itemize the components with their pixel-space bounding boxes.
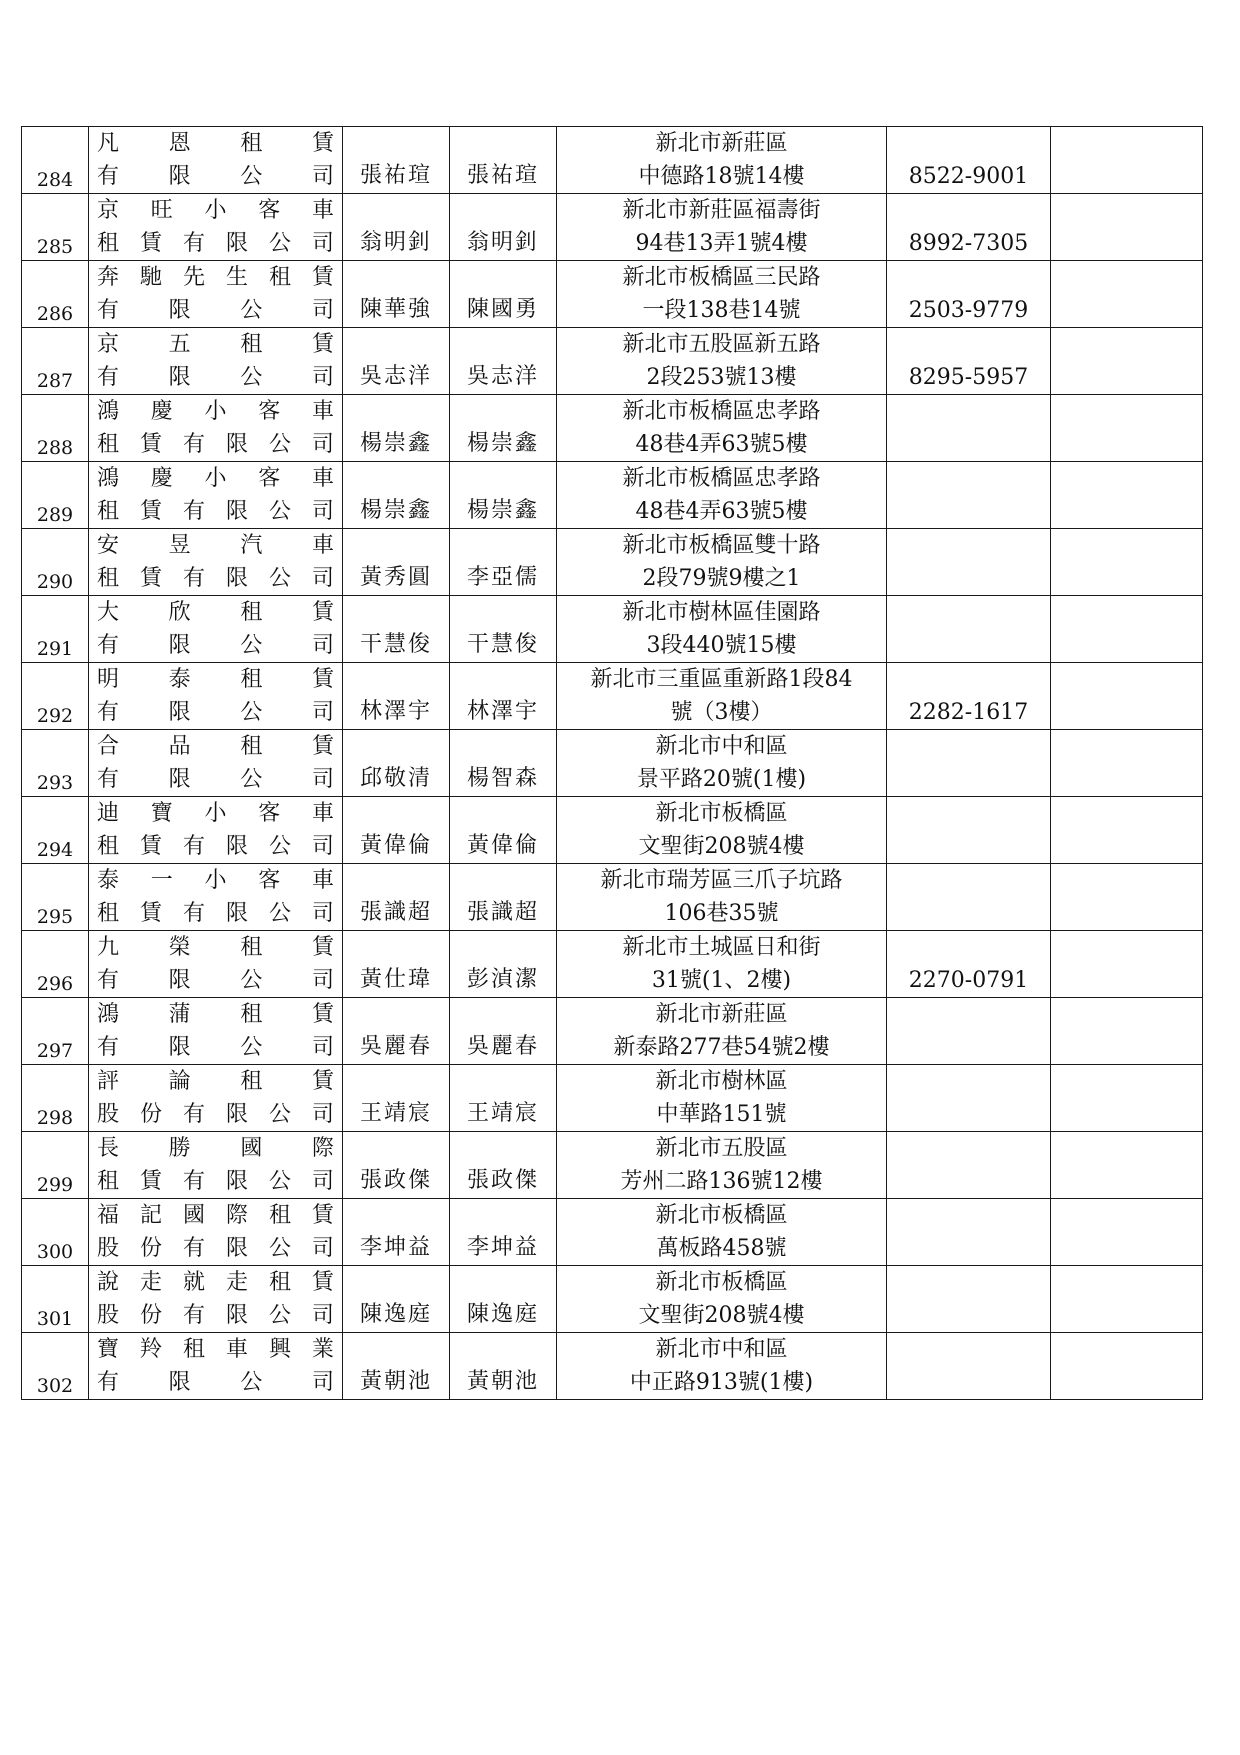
serial-number-cell: 297: [22, 998, 89, 1065]
representative-cell: 黃偉倫: [343, 797, 450, 864]
company-name-line: 京 五 租 賃: [97, 332, 334, 357]
address-line: 文聖街208號4樓: [638, 1303, 805, 1328]
remarks-cell: [1051, 730, 1203, 797]
address-line: 文聖街208號4樓: [638, 834, 805, 859]
company-name-cell: [89, 864, 343, 931]
company-name-cell: [89, 998, 343, 1065]
remarks-cell: [1051, 1266, 1203, 1333]
representative-cell: 張祐瑄: [343, 127, 450, 194]
address-line: 新北市板橋區: [655, 801, 788, 826]
serial-number-cell: 285: [22, 194, 89, 261]
serial-number-cell: 287: [22, 328, 89, 395]
company-name-cell: [89, 127, 343, 194]
manager-cell: 干慧俊: [450, 596, 557, 663]
table-row: [22, 1333, 1203, 1400]
representative-cell: 吳志洋: [343, 328, 450, 395]
company-name-line: 有 限 公 司: [97, 1035, 334, 1060]
phone-cell: 2282-1617: [887, 663, 1051, 730]
address-line: 一段138巷14號: [642, 298, 801, 323]
address-cell: [557, 1065, 887, 1132]
serial-number-cell: 291: [22, 596, 89, 663]
company-name-line: 迪 寶 小 客 車: [97, 801, 334, 826]
remarks-cell: [1051, 328, 1203, 395]
table-row: [22, 127, 1203, 194]
company-name-cell: [89, 328, 343, 395]
phone-cell: [887, 1132, 1051, 1199]
address-line: 新北市板橋區雙十路: [622, 533, 821, 558]
address-cell: [557, 529, 887, 596]
company-name-line: 租 賃 有 限 公 司: [97, 499, 334, 524]
company-name-line: 京 旺 小 客 車: [97, 198, 334, 223]
company-name-line: 鴻 慶 小 客 車: [97, 466, 334, 491]
serial-number-cell: 302: [22, 1333, 89, 1400]
address-cell: [557, 261, 887, 328]
remarks-cell: [1051, 596, 1203, 663]
company-name-line: 租 賃 有 限 公 司: [97, 834, 334, 859]
address-line: 景平路20號(1樓): [636, 767, 807, 792]
company-name-line: 評 論 租 賃: [97, 1069, 334, 1094]
company-name-line: 安 昱 汽 車: [97, 533, 334, 558]
company-name-line: 鴻 蒲 租 賃: [97, 1002, 334, 1027]
address-cell: [557, 596, 887, 663]
company-name-cell: [89, 596, 343, 663]
rental-company-table: [21, 126, 1203, 1400]
company-name-line: 股 份 有 限 公 司: [97, 1236, 334, 1261]
address-cell: [557, 797, 887, 864]
company-name-line: 有 限 公 司: [97, 365, 334, 390]
manager-cell: 王靖宸: [450, 1065, 557, 1132]
address-cell: [557, 1266, 887, 1333]
address-cell: [557, 1132, 887, 1199]
representative-cell: 吳麗春: [343, 998, 450, 1065]
serial-number-cell: 300: [22, 1199, 89, 1266]
address-line: 萬板路458號: [656, 1236, 787, 1261]
manager-cell: 黃朝池: [450, 1333, 557, 1400]
company-name-cell: [89, 1266, 343, 1333]
remarks-cell: [1051, 462, 1203, 529]
address-cell: [557, 462, 887, 529]
remarks-cell: [1051, 529, 1203, 596]
representative-cell: 干慧俊: [343, 596, 450, 663]
table-row: [22, 596, 1203, 663]
manager-cell: 張識超: [450, 864, 557, 931]
manager-cell: 彭湞潔: [450, 931, 557, 998]
address-line: 94巷13弄1號4樓: [635, 231, 808, 256]
address-line: 新北市五股區: [655, 1136, 788, 1161]
manager-cell: 吳麗春: [450, 998, 557, 1065]
address-line: 中華路151號: [656, 1102, 787, 1127]
manager-cell: 林澤宇: [450, 663, 557, 730]
representative-cell: 李坤益: [343, 1199, 450, 1266]
phone-cell: [887, 864, 1051, 931]
manager-cell: 張政傑: [450, 1132, 557, 1199]
company-name-line: 鴻 慶 小 客 車: [97, 399, 334, 424]
serial-number-cell: 292: [22, 663, 89, 730]
manager-cell: 翁明釗: [450, 194, 557, 261]
representative-cell: 邱敬清: [343, 730, 450, 797]
address-line: 3段440號15樓: [646, 633, 797, 658]
remarks-cell: [1051, 1065, 1203, 1132]
address-cell: [557, 127, 887, 194]
representative-cell: 楊崇鑫: [343, 462, 450, 529]
company-name-line: 租 賃 有 限 公 司: [97, 231, 334, 256]
manager-cell: 陳國勇: [450, 261, 557, 328]
representative-cell: 楊崇鑫: [343, 395, 450, 462]
company-name-cell: [89, 730, 343, 797]
address-line: 新北市板橋區: [655, 1203, 788, 1228]
address-line: 新北市中和區: [655, 1337, 788, 1362]
address-line: 新北市新莊區福壽街: [622, 198, 821, 223]
phone-cell: [887, 1199, 1051, 1266]
remarks-cell: [1051, 864, 1203, 931]
company-name-line: 股 份 有 限 公 司: [97, 1102, 334, 1127]
address-line: 新北市樹林區佳園路: [622, 600, 821, 625]
company-name-line: 有 限 公 司: [97, 298, 334, 323]
company-name-line: 寶 羚 租 車 興 業: [97, 1337, 334, 1362]
company-name-line: 有 限 公 司: [97, 1370, 334, 1395]
company-name-cell: [89, 663, 343, 730]
address-cell: [557, 194, 887, 261]
manager-cell: 李亞儒: [450, 529, 557, 596]
address-line: 新北市樹林區: [655, 1069, 788, 1094]
address-line: 106巷35號: [664, 901, 779, 926]
representative-cell: 王靖宸: [343, 1065, 450, 1132]
serial-number-cell: 284: [22, 127, 89, 194]
remarks-cell: [1051, 797, 1203, 864]
company-name-cell: [89, 1132, 343, 1199]
address-cell: [557, 864, 887, 931]
phone-cell: 8295-5957: [887, 328, 1051, 395]
table-row: [22, 864, 1203, 931]
address-cell: [557, 931, 887, 998]
representative-cell: 黃朝池: [343, 1333, 450, 1400]
manager-cell: 陳逸庭: [450, 1266, 557, 1333]
table-row: [22, 931, 1203, 998]
company-name-line: 有 限 公 司: [97, 164, 334, 189]
remarks-cell: [1051, 1333, 1203, 1400]
manager-cell: 黃偉倫: [450, 797, 557, 864]
company-name-cell: [89, 1333, 343, 1400]
manager-cell: 楊智森: [450, 730, 557, 797]
company-name-cell: [89, 194, 343, 261]
phone-cell: [887, 462, 1051, 529]
company-name-line: 股 份 有 限 公 司: [97, 1303, 334, 1328]
table-row: [22, 395, 1203, 462]
phone-cell: [887, 395, 1051, 462]
representative-cell: 張識超: [343, 864, 450, 931]
company-name-line: 說 走 就 走 租 賃: [97, 1270, 334, 1295]
address-cell: [557, 395, 887, 462]
serial-number-cell: 290: [22, 529, 89, 596]
remarks-cell: [1051, 1199, 1203, 1266]
phone-cell: [887, 998, 1051, 1065]
phone-cell: 8522-9001: [887, 127, 1051, 194]
remarks-cell: [1051, 663, 1203, 730]
phone-cell: 8992-7305: [887, 194, 1051, 261]
company-name-cell: [89, 931, 343, 998]
company-name-line: 有 限 公 司: [97, 968, 334, 993]
company-name-line: 租 賃 有 限 公 司: [97, 432, 334, 457]
address-line: 新泰路277巷54號2樓: [613, 1035, 830, 1060]
company-name-line: 大 欣 租 賃: [97, 600, 334, 625]
remarks-cell: [1051, 998, 1203, 1065]
manager-cell: 楊崇鑫: [450, 395, 557, 462]
company-name-cell: [89, 395, 343, 462]
table-row: [22, 730, 1203, 797]
remarks-cell: [1051, 127, 1203, 194]
address-line: 新北市瑞芳區三爪子坑路: [600, 868, 843, 893]
table-row: [22, 328, 1203, 395]
table-row: [22, 663, 1203, 730]
address-cell: [557, 1199, 887, 1266]
company-name-cell: [89, 261, 343, 328]
phone-cell: 2503-9779: [887, 261, 1051, 328]
table-row: [22, 998, 1203, 1065]
phone-cell: [887, 1333, 1051, 1400]
address-line: 新北市板橋區三民路: [622, 265, 821, 290]
phone-cell: [887, 1266, 1051, 1333]
address-line: 新北市新莊區: [655, 131, 788, 156]
phone-cell: [887, 730, 1051, 797]
address-line: 48巷4弄63號5樓: [635, 499, 808, 524]
manager-cell: 楊崇鑫: [450, 462, 557, 529]
company-name-cell: [89, 462, 343, 529]
company-name-line: 租 賃 有 限 公 司: [97, 901, 334, 926]
address-line: 新北市土城區日和街: [622, 935, 821, 960]
company-name-line: 福 記 國 際 租 賃: [97, 1203, 334, 1228]
representative-cell: 林澤宇: [343, 663, 450, 730]
company-name-line: 凡 恩 租 賃: [97, 131, 334, 156]
phone-cell: [887, 596, 1051, 663]
address-cell: [557, 328, 887, 395]
representative-cell: 陳逸庭: [343, 1266, 450, 1333]
remarks-cell: [1051, 194, 1203, 261]
address-line: 中正路913號(1樓): [629, 1370, 814, 1395]
representative-cell: 陳華強: [343, 261, 450, 328]
phone-cell: 2270-0791: [887, 931, 1051, 998]
company-name-cell: [89, 529, 343, 596]
table-row: [22, 1199, 1203, 1266]
address-line: 新北市三重區重新路1段84: [590, 667, 853, 692]
serial-number-cell: 295: [22, 864, 89, 931]
table-body: [22, 127, 1203, 1400]
address-line: 新北市板橋區: [655, 1270, 788, 1295]
address-cell: [557, 663, 887, 730]
address-line: 新北市新莊區: [655, 1002, 788, 1027]
address-line: 中德路18號14樓: [638, 164, 805, 189]
remarks-cell: [1051, 1132, 1203, 1199]
company-name-line: 泰 一 小 客 車: [97, 868, 334, 893]
serial-number-cell: 286: [22, 261, 89, 328]
address-line: 2段253號13樓: [646, 365, 797, 390]
company-name-line: 租 賃 有 限 公 司: [97, 566, 334, 591]
address-line: 號（3樓）: [670, 700, 773, 725]
company-name-line: 奔 馳 先 生 租 賃: [97, 265, 334, 290]
manager-cell: 吳志洋: [450, 328, 557, 395]
phone-cell: [887, 529, 1051, 596]
company-name-line: 有 限 公 司: [97, 767, 334, 792]
representative-cell: 張政傑: [343, 1132, 450, 1199]
phone-cell: [887, 1065, 1051, 1132]
serial-number-cell: 288: [22, 395, 89, 462]
company-name-cell: [89, 797, 343, 864]
company-name-line: 合 品 租 賃: [97, 734, 334, 759]
table-row: [22, 462, 1203, 529]
table-row: [22, 797, 1203, 864]
table-row: [22, 261, 1203, 328]
table-row: [22, 194, 1203, 261]
serial-number-cell: 289: [22, 462, 89, 529]
address-line: 新北市板橋區忠孝路: [622, 399, 821, 424]
remarks-cell: [1051, 261, 1203, 328]
address-line: 新北市中和區: [655, 734, 788, 759]
address-line: 31號(1、2樓): [651, 968, 792, 993]
manager-cell: 李坤益: [450, 1199, 557, 1266]
table-row: [22, 1132, 1203, 1199]
serial-number-cell: 298: [22, 1065, 89, 1132]
table-row: [22, 529, 1203, 596]
company-name-cell: [89, 1199, 343, 1266]
phone-cell: [887, 797, 1051, 864]
remarks-cell: [1051, 395, 1203, 462]
remarks-cell: [1051, 931, 1203, 998]
address-cell: [557, 998, 887, 1065]
address-line: 48巷4弄63號5樓: [635, 432, 808, 457]
address-line: 新北市五股區新五路: [622, 332, 821, 357]
company-name-line: 有 限 公 司: [97, 700, 334, 725]
company-name-line: 有 限 公 司: [97, 633, 334, 658]
address-cell: [557, 1333, 887, 1400]
table-row: [22, 1065, 1203, 1132]
serial-number-cell: 293: [22, 730, 89, 797]
serial-number-cell: 294: [22, 797, 89, 864]
company-name-line: 租 賃 有 限 公 司: [97, 1169, 334, 1194]
company-name-line: 明 泰 租 賃: [97, 667, 334, 692]
representative-cell: 黃秀圓: [343, 529, 450, 596]
address-line: 新北市板橋區忠孝路: [622, 466, 821, 491]
manager-cell: 張祐瑄: [450, 127, 557, 194]
serial-number-cell: 301: [22, 1266, 89, 1333]
table-row: [22, 1266, 1203, 1333]
representative-cell: 黃仕瑋: [343, 931, 450, 998]
company-name-line: 九 榮 租 賃: [97, 935, 334, 960]
company-name-cell: [89, 1065, 343, 1132]
company-name-line: 長 勝 國 際: [97, 1136, 334, 1161]
address-line: 芳州二路136號12樓: [620, 1169, 823, 1194]
address-line: 2段79號9樓之1: [642, 566, 801, 591]
serial-number-cell: 296: [22, 931, 89, 998]
representative-cell: 翁明釗: [343, 194, 450, 261]
serial-number-cell: 299: [22, 1132, 89, 1199]
address-cell: [557, 730, 887, 797]
